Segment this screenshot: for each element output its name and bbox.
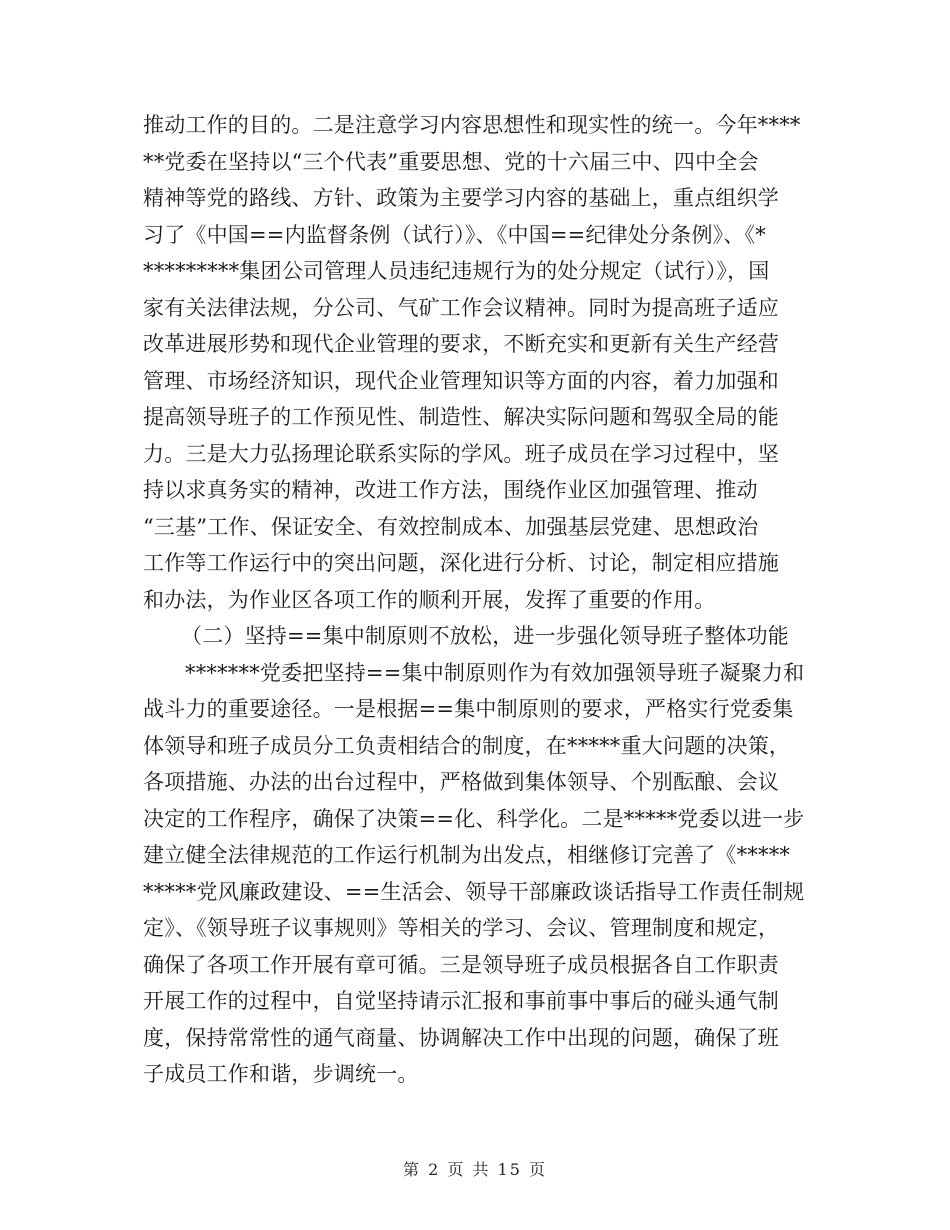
- text-line: 精神等党的路线、方针、政策为主要学习内容的基础上，重点组织学: [143, 186, 779, 210]
- text-line: 体领导和班子成员分工负责相结合的制度，在*****重大问题的决策，: [143, 733, 791, 758]
- text-line: 决定的工作程序，确保了决策==化、科学化。二是*****党委以进一步: [143, 806, 805, 831]
- text-line: “三基”工作、保证安全、有效控制成本、加强基层党建、思想政治: [143, 514, 759, 539]
- text-line: 战斗力的重要途径。一是根据==集中制原则的要求，严格实行党委集: [143, 697, 794, 721]
- text-line: 定》、《领导班子议事规则》等相关的学习、会议、管理制度和规定，: [143, 916, 780, 940]
- text-line: 力。三是大力弘扬理论联系实际的学风。班子成员在学习过程中，坚: [143, 441, 779, 466]
- text-line: 确保了各项工作开展有章可循。三是领导班子成员根据各自工作职责: [143, 952, 779, 977]
- text-line: 提高领导班子的工作预见性、制造性、解决实际问题和驾驭全局的能: [143, 405, 779, 429]
- text-line: 和办法，为作业区各项工作的顺利开展，发挥了重要的作用。: [143, 587, 716, 612]
- text-line: 建立健全法律规范的工作运行机制为出发点，相继修订完善了《*****: [143, 843, 791, 867]
- text-line: 开展工作的过程中，自觉坚持请示汇报和事前事中事后的碰头通气制: [143, 989, 779, 1013]
- text-line: 改革进展形势和现代企业管理的要求，不断充实和更新有关生产经营: [143, 332, 779, 356]
- section-heading: （二）坚持==集中制原则不放松，进一步强化领导班子整体功能: [181, 624, 789, 648]
- page-footer: 第 2 页 共 15 页: [403, 1160, 547, 1179]
- text-line: 持以求真务实的精神，改进工作方法，围绕作业区加强管理、推动: [143, 478, 758, 502]
- text-line: 家有关法律法规，分公司、气矿工作会议精神。同时为提高班子适应: [143, 295, 779, 320]
- text-line: 工作等工作运行中的突出问题，深化进行分析、讨论，制定相应措施: [143, 551, 779, 575]
- text-line: 各项措施、办法的出台过程中，严格做到集体领导、个别酝酿、会议: [143, 770, 779, 794]
- text-line: 推动工作的目的。二是注意学习内容思想性和现实性的统一。今年****: [143, 113, 801, 137]
- text-line: *****党风廉政建设、==生活会、领导干部廉政谈话指导工作责任制规: [143, 879, 805, 904]
- text-line: *******党委把坚持==集中制原则作为有效加强领导班子凝聚力和: [185, 660, 805, 685]
- text-line: 习了《中国==内监督条例（试行）》、《中国==纪律处分条例》、《*: [143, 222, 766, 247]
- text-line: 度，保持常常性的通气商量、协调解决工作中出现的问题，确保了班: [143, 1025, 779, 1050]
- text-line: **党委在坚持以“三个代表”重要思想、党的十六届三中、四中全会: [143, 149, 759, 174]
- body-text: [143, 107, 823, 1093]
- text-line: 子成员工作和谐，步调统一。: [143, 1062, 419, 1086]
- text-line: *********集团公司管理人员违纪违规行为的处分规定（试行）》，国: [143, 259, 770, 283]
- text-line: 管理、市场经济知识，现代企业管理知识等方面的内容，着力加强和: [143, 368, 779, 393]
